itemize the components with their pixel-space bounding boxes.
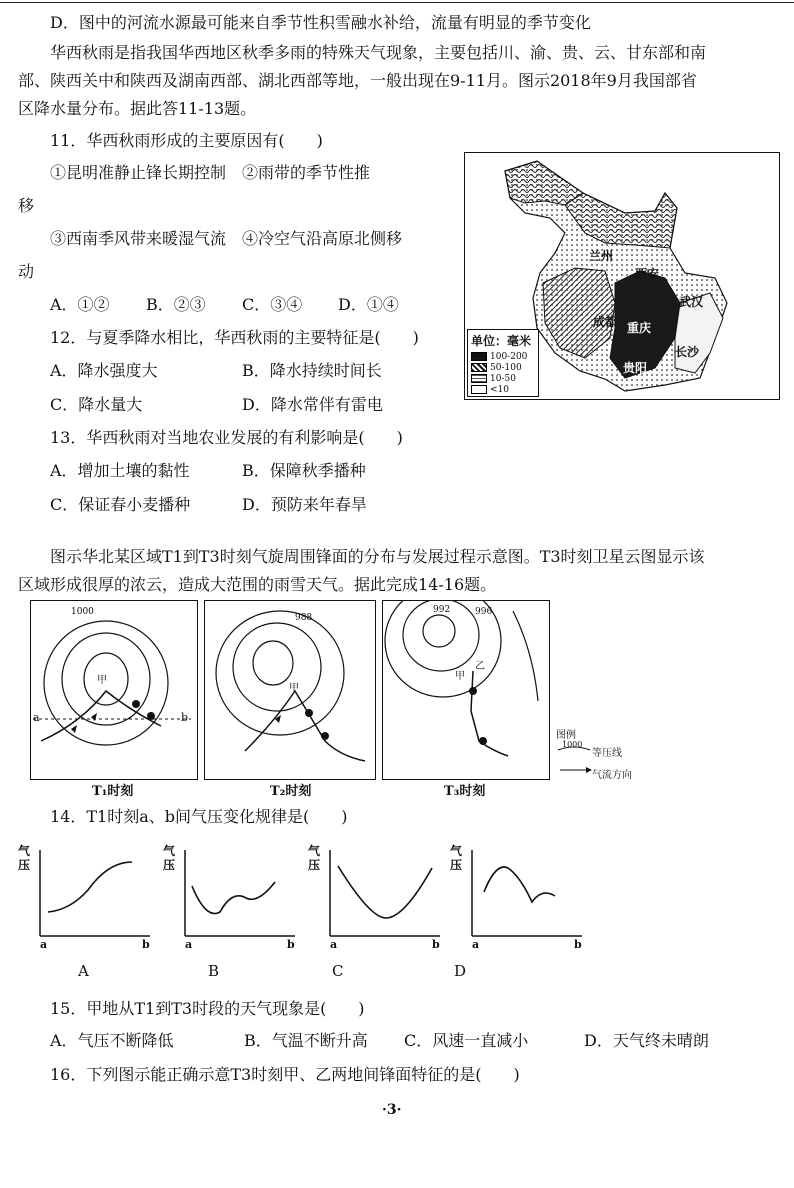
q15-option-c: C．风速一直减小 [404, 1031, 529, 1050]
q11-item-line2: ③西南季风带来暖湿气流 ④冷空气沿高原北侧移 [50, 229, 403, 248]
city-chongqing: 重庆 [627, 321, 652, 335]
intro-1-line-b: 部、陕西关中和陕西及湖南西部、湖北西部等地，一般出现在9-11月。图示2018年9月我国部省 [18, 71, 697, 90]
q13-option-d: D．预防来年春旱 [242, 495, 367, 514]
graph-a-ylabel: 气压 [18, 844, 31, 872]
q11-option-c: C．③④ [242, 295, 303, 314]
intro-2-line-b: 区域形成很厚的浓云，造成大范围的雨雪天气。据此完成14-16题。 [18, 575, 497, 594]
graph-b-x-b: b [287, 938, 295, 951]
label-t1: T₁时刻 [92, 784, 134, 799]
graph-c-x-b: b [432, 938, 440, 951]
city-wuhan: 武汉 [679, 295, 704, 309]
graph-b-x-a: a [185, 938, 193, 951]
q13-stem: 13．华西秋雨对当地农业发展的有利影响是( ) [50, 428, 403, 447]
q11-option-d: D．①④ [338, 295, 399, 314]
precipitation-map [464, 152, 780, 400]
t1-point-a: a [33, 711, 40, 724]
t3-isobar-label-992: 992 [433, 605, 451, 615]
panels-legend-symbols [556, 744, 592, 774]
q13-option-b: B．保障秋季播种 [242, 461, 366, 480]
graph-letter-b: B [208, 962, 220, 980]
q11-option-b: B．②③ [146, 295, 206, 314]
q11-item-line2b: 动 [18, 262, 35, 281]
legend-row-3: 10-50 [468, 373, 538, 384]
q15-option-d: D．天气终未晴朗 [584, 1031, 709, 1050]
q12-option-b: B．降水持续时间长 [242, 361, 382, 380]
q12-stem: 12．与夏季降水相比，华西秋雨的主要特征是( ) [50, 328, 419, 347]
q11-item-line1: ①昆明准静止锋长期控制 ②雨带的季节性推 [50, 163, 371, 182]
graph-c-x-a: a [330, 938, 338, 951]
graph-letter-d: D [454, 962, 467, 980]
graph-c-ylabel: 气压 [308, 844, 321, 872]
t2-point-jia: 甲 [289, 683, 299, 694]
t3-point-yi: 乙 [475, 661, 485, 672]
graph-letter-c: C [332, 962, 344, 980]
legend-row-1: 100-200 [468, 351, 538, 362]
q14-graphs [0, 840, 794, 950]
q11-option-a: A．①② [50, 295, 110, 314]
q15-option-a: A．气压不断降低 [50, 1031, 174, 1050]
label-t3: T₃时刻 [444, 784, 486, 799]
city-guiyang: 贵阳 [623, 361, 648, 375]
q12-option-c: C．降水量大 [50, 395, 143, 414]
q16-stem: 16．下列图示能正确示意T3时刻甲、乙两地间锋面特征的是( ) [50, 1065, 520, 1084]
q11-item-line1b: 移 [18, 196, 35, 215]
map-legend [467, 329, 539, 397]
legend-row-4: <10 [468, 384, 538, 395]
city-lanzhou: 兰州 [589, 249, 614, 263]
t1-isobar-label: 1000 [71, 607, 94, 617]
t1-point-b: b [181, 711, 189, 724]
graph-a-x-a: a [40, 938, 48, 951]
graph-a-x-b: b [142, 938, 150, 951]
panel-t3 [382, 600, 550, 780]
panels-legend-airflow: 气流方向 [592, 770, 632, 781]
t2-isobar-label: 988 [295, 613, 313, 623]
intro-1-line-a: 华西秋雨是指我国华西地区秋季多雨的特殊天气现象，主要包括川、渝、贵、云、甘东部和南 [50, 43, 707, 62]
intro-1-line-c: 区降水量分布。据此答11-13题。 [18, 99, 257, 118]
page-number: ·3· [382, 1102, 402, 1118]
legend-title: 单位：毫米 [471, 334, 532, 348]
label-t2: T₂时刻 [270, 784, 312, 799]
panel-t2 [204, 600, 376, 780]
q10-option-d: D．图中的河流水源最可能来自季节性积雪融水补给，流量有明显的季节变化 [50, 13, 591, 32]
q14-stem: 14．T1时刻a、b间气压变化规律是( ) [50, 807, 348, 826]
q13-option-c: C．保证春小麦播种 [50, 495, 191, 514]
q15-option-b: B．气温不断升高 [244, 1031, 368, 1050]
graph-b-ylabel: 气压 [163, 844, 176, 872]
t3-point-jia: 甲 [455, 671, 465, 682]
q13-option-a: A．增加土壤的黏性 [50, 461, 190, 480]
t1-point-jia: 甲 [97, 675, 107, 686]
panels-legend-title: 图例 [556, 730, 576, 741]
graph-d-ylabel: 气压 [450, 844, 463, 872]
city-chengdu: 成都 [593, 315, 618, 329]
q12-option-a: A．降水强度大 [50, 361, 158, 380]
city-xian: 西安 [635, 267, 660, 281]
graph-letter-a: A [78, 962, 89, 980]
panels-legend-isobar: 等压线 [592, 748, 622, 759]
graph-d-x-a: a [472, 938, 480, 951]
panel-t1 [30, 600, 198, 780]
intro-2-line-a: 图示华北某区域T1到T3时刻气旋周围锋面的分布与发展过程示意图。T3时刻卫星云图显示该 [50, 547, 705, 566]
q15-stem: 15．甲地从T1到T3时段的天气现象是( ) [50, 999, 365, 1018]
graph-d-x-b: b [574, 938, 582, 951]
city-changsha: 长沙 [675, 345, 700, 359]
top-rule [0, 2, 794, 3]
q11-stem: 11．华西秋雨形成的主要原因有( ) [50, 131, 323, 150]
t3-isobar-label-996: 996 [475, 607, 493, 617]
q12-option-d: D．降水常伴有雷电 [242, 395, 383, 414]
legend-row-2: 50-100 [468, 362, 538, 373]
panels-legend-isobar-value: 1000 [562, 740, 583, 749]
